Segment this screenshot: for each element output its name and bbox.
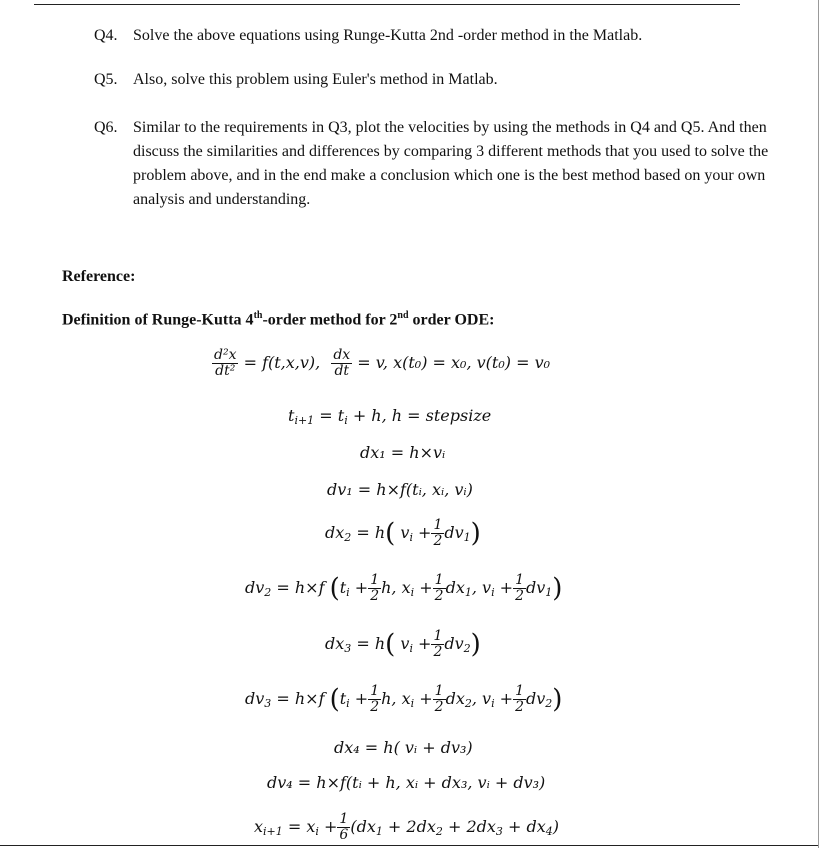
dv4-equation: dv₄ = h×f(tᵢ + h, xᵢ + dx₃, vᵢ + dv₃) [267,773,546,792]
ode-equation: $\frac{\text{d²x}}{\text{dt²}}$ = f(t,x,v), $\frac{dx}{dt}$ = v, x(t₀) = x₀, v(t₀) = v₀ [214,347,551,379]
rk4-definition-heading: Definition of Runge-Kutta 4th-order method for 2nd order ODE: [62,310,495,329]
dx2-equation: $dx_2 = h$( $v_i$ + $\frac{1}{2}$ $dv_1$) [325,517,481,549]
dx1-equation: dx₁ = h×vᵢ [360,443,446,462]
dv2-equation: $dv_2 = h\times f$ ($t_i$ + $\frac{1}{2}$ h, $x_i$ + $\frac{1}{2}$ $dx_1$, $v_i$ + $\frac{1}{2}$ $dv_1$) [245,572,563,604]
question-number: Q4. [94,27,118,44]
dx3-equation: $dx_3 = h$( $v_i$ + $\frac{1}{2}$ $dv_2$) [325,628,481,660]
dv1-equation: dv₁ = h×f(tᵢ, xᵢ, vᵢ) [327,480,473,499]
bottom-rule [0,845,819,846]
dv3-equation: $dv_3 = h\times f$ ($t_i$ + $\frac{1}{2}$ h, $x_i$ + $\frac{1}{2}$ $dx_2$, $v_i$ + $\frac{1}{2}$ $dv_2$) [245,683,563,715]
dx4-equation: dx₄ = h( vᵢ + dv₃) [334,738,473,757]
question-text: Solve the above equations using Runge-Kutta 2nd -order method in the Matlab. [133,27,643,44]
question-text: Also, solve this problem using Euler's method in Matlab. [133,71,498,88]
reference-title: Reference: [62,268,136,285]
question-number: Q6. [94,119,118,136]
question-text: Similar to the requirements in Q3, plot the velocities by using the methods in Q4 and Q5. And then discuss the similarities and differences by comparing 3 different methods that you used to solve the problem above, and in the end make a conclusion which one is the best method based on your own analysis and understanding. [133,119,769,208]
step-equation: $t_{i+1} = t_i + h$, h = stepsize [288,406,492,427]
x-next-equation: $x_{i+1} = x_i$ + $\frac{1}{6}$ $(dx_1 + 2dx_2 + 2dx_3 + dx_4)$ [254,811,559,843]
question-number: Q5. [94,71,118,88]
top-rule [34,4,740,5]
